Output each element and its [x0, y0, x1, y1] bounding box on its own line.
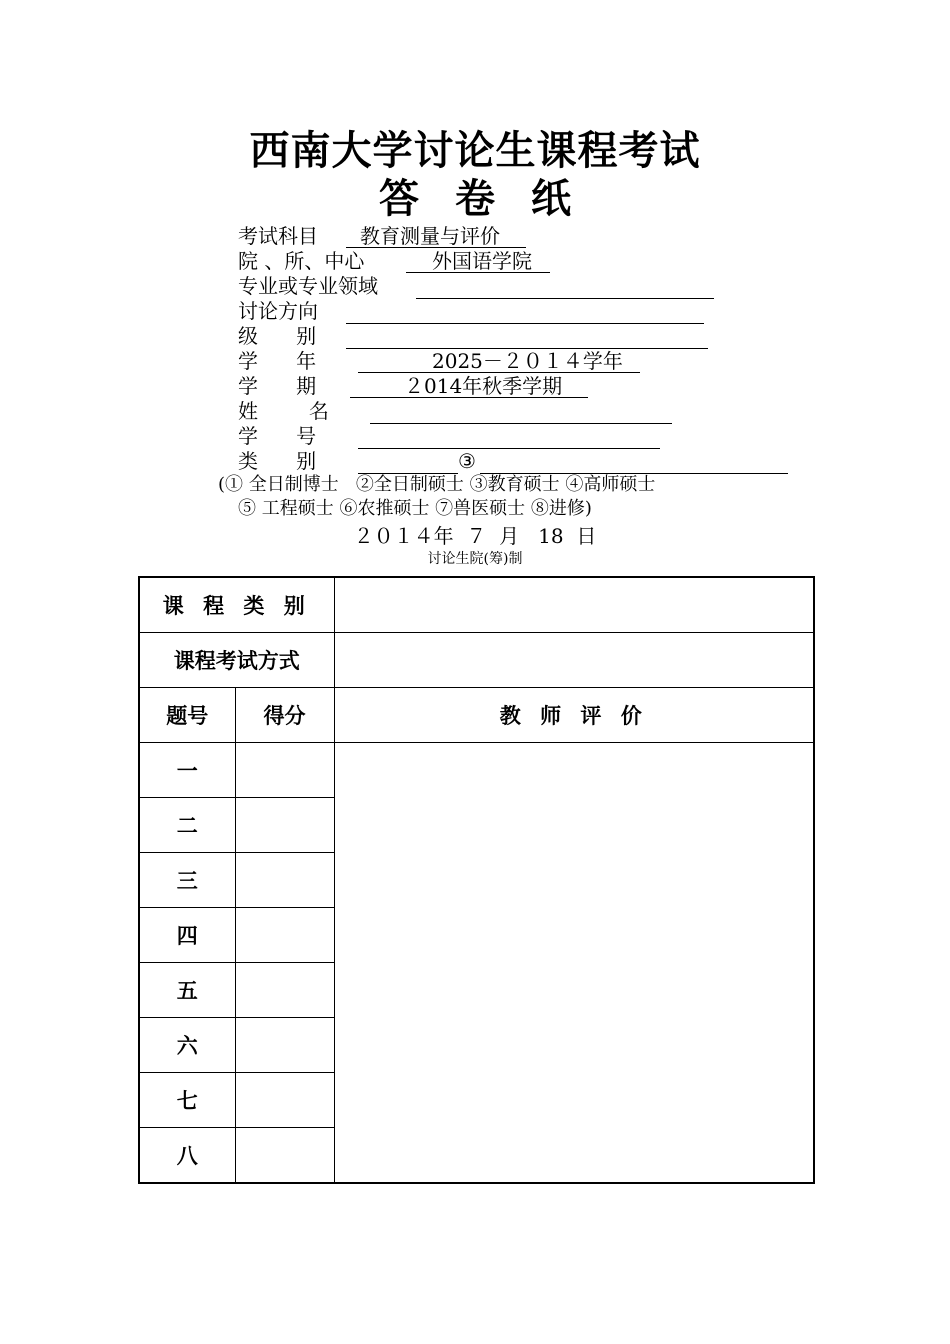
- field-category-line-1[interactable]: [358, 449, 458, 474]
- course-category-row: [139, 577, 814, 633]
- field-year-label: 学 年: [238, 349, 317, 373]
- field-student-id-line[interactable]: [358, 424, 660, 449]
- field-student-id-label: 学 号: [238, 424, 317, 448]
- question-number: 四: [139, 908, 235, 963]
- col-comment-header: 教 师 评 价: [334, 688, 814, 743]
- document-maker: 讨论生院(筹)制: [427, 551, 523, 567]
- question-number: 八: [139, 1128, 235, 1184]
- field-category-label: 类 别: [238, 449, 317, 473]
- field-major-line[interactable]: [416, 274, 714, 299]
- category-note-line-1: (① 全日制博士 ②全日制硕士 ③教育硕士 ④高师硕士: [218, 474, 656, 495]
- question-number: 三: [139, 853, 235, 908]
- exam-method-label: 课程考试方式: [139, 633, 334, 688]
- course-category-value[interactable]: [334, 577, 814, 633]
- field-name-line[interactable]: [370, 399, 672, 424]
- teacher-comment-cell[interactable]: [334, 743, 814, 1184]
- question-number: 七: [139, 1073, 235, 1128]
- field-grade-line[interactable]: [346, 324, 708, 349]
- field-name-label: 姓 名: [238, 399, 329, 423]
- field-college-value[interactable]: 外国语学院: [406, 249, 550, 273]
- field-year-value[interactable]: 2025－２０１４学年: [358, 349, 640, 373]
- score-cell[interactable]: [235, 798, 334, 853]
- field-category-line-2[interactable]: [480, 449, 788, 474]
- field-category-marker: ③: [458, 449, 476, 473]
- exam-method-value[interactable]: [334, 633, 814, 688]
- score-cell[interactable]: [235, 1073, 334, 1128]
- category-note-line-2: ⑤ 工程硕士 ⑥农推硕士 ⑦兽医硕士 ⑧进修): [238, 498, 592, 519]
- col-score-header: 得分: [235, 688, 334, 743]
- question-number: 五: [139, 963, 235, 1018]
- document-title: 西南大学讨论生课程考试: [249, 127, 701, 174]
- field-term-value[interactable]: ２014年秋季学期: [350, 374, 588, 398]
- field-subject-value[interactable]: 教育测量与评价: [346, 224, 526, 248]
- field-college-label: 院 、所、中心: [238, 249, 365, 273]
- score-cell[interactable]: [235, 743, 334, 798]
- score-cell[interactable]: [235, 853, 334, 908]
- score-cell[interactable]: [235, 963, 334, 1018]
- grading-table: [138, 576, 815, 1184]
- question-number: 二: [139, 798, 235, 853]
- exam-method-row: [139, 633, 814, 688]
- question-number: 六: [139, 1018, 235, 1073]
- table-header-row: [139, 688, 814, 743]
- course-category-label: 课 程 类 别: [139, 577, 334, 633]
- document-date: ２０１４年 ７ 月 18 日: [353, 524, 597, 548]
- document-subtitle: 答卷纸: [379, 175, 607, 222]
- score-cell[interactable]: [235, 1128, 334, 1184]
- field-term-label: 学 期: [238, 374, 317, 398]
- field-subject-label: 考试科目: [238, 224, 318, 248]
- field-direction-label: 讨论方向: [238, 299, 318, 323]
- col-question-header: 题号: [139, 688, 235, 743]
- score-cell[interactable]: [235, 1018, 334, 1073]
- field-grade-label: 级 别: [238, 324, 317, 348]
- question-number: 一: [139, 743, 235, 798]
- score-cell[interactable]: [235, 908, 334, 963]
- field-direction-line[interactable]: [346, 299, 704, 324]
- table-row: [139, 743, 814, 798]
- field-major-label: 专业或专业领域: [238, 274, 378, 298]
